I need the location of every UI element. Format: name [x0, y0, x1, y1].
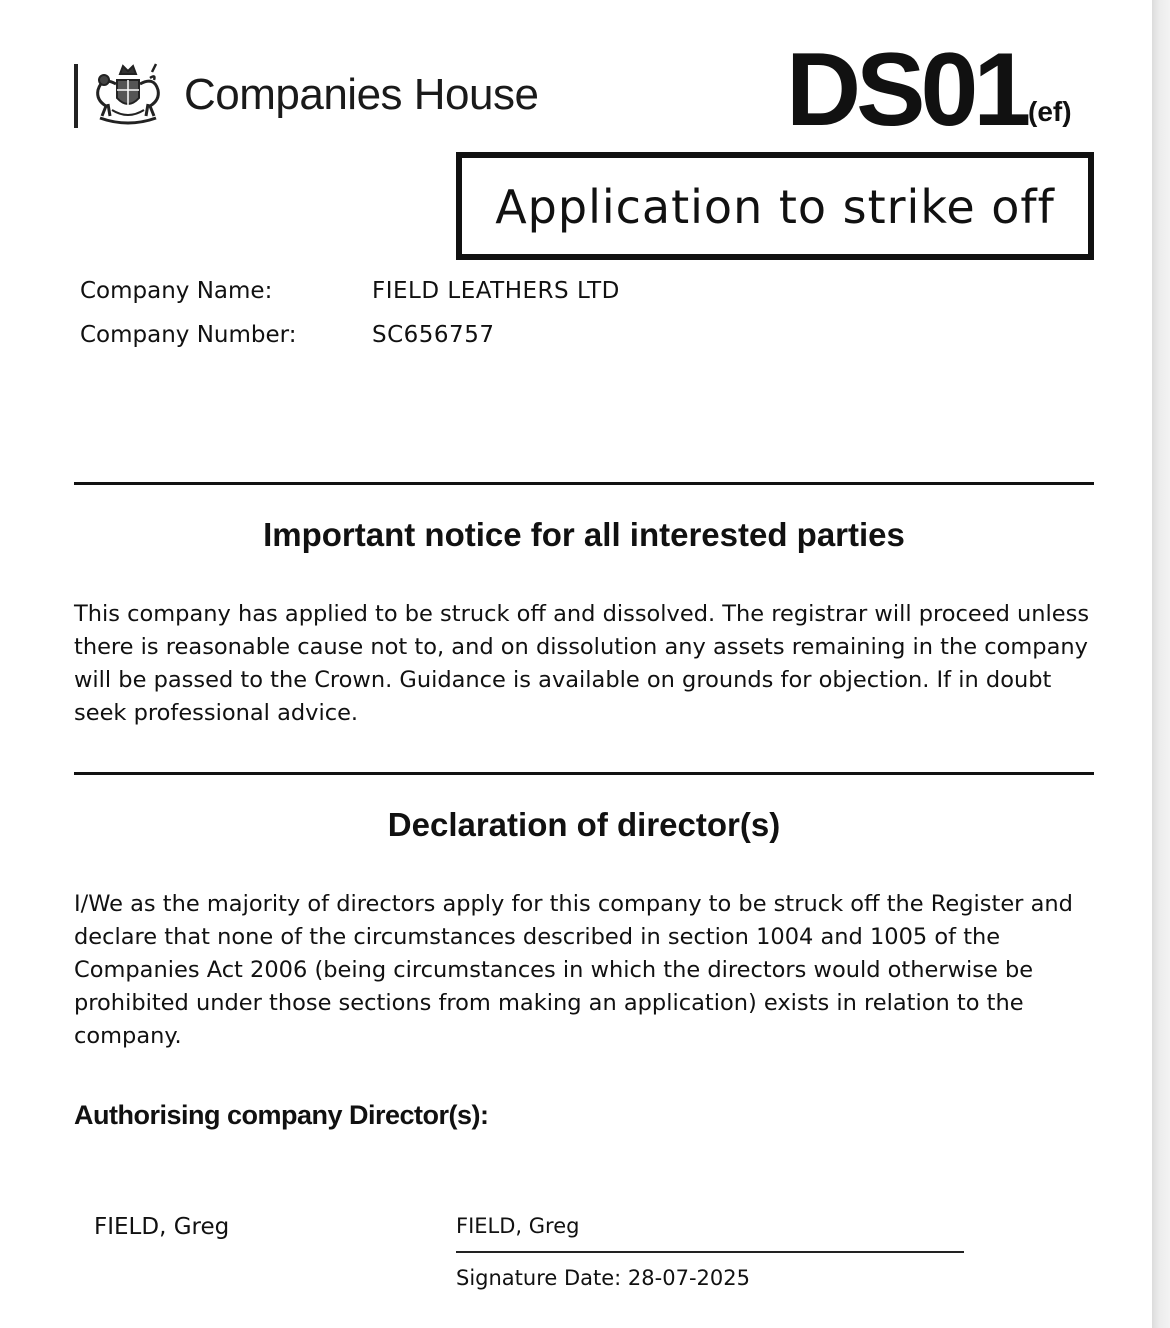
- notice-text: This company has applied to be struck off and dissolved. The registrar will proceed unless there is reasonable cause not to, and on dissolution any assets remaining in the company will be passed to the Crown. Guidance is available on grounds for objection. If in doubt seek professional advice.: [74, 601, 1090, 726]
- logo-divider: [74, 64, 78, 128]
- section-divider: [74, 482, 1094, 485]
- royal-coat-of-arms-icon: [90, 60, 166, 130]
- declaration-heading: Declaration of director(s): [387, 806, 781, 843]
- organisation-name: Companies House: [184, 70, 539, 119]
- director-name: FIELD, Greg: [94, 1214, 230, 1240]
- form-title: Application to strike off: [495, 180, 1055, 234]
- declaration-text: I/We as the majority of directors apply for this company to be struck off the Register and declare that none of the circumstances described in section 1004 and 1005 of the Companies Act 2006 (being circumstances in which the directors would otherwise be prohibited under those sections from making an application) exists in relation to the company.: [74, 891, 1073, 1049]
- company-number-value: SC656757: [372, 322, 495, 348]
- company-name-value: FIELD LEATHERS LTD: [372, 278, 620, 304]
- page-edge-shadow: [1152, 0, 1170, 1328]
- notice-heading: Important notice for all interested parties: [263, 516, 905, 553]
- section-divider: [74, 772, 1094, 775]
- signature-date: Signature Date: 28-07-2025: [456, 1266, 750, 1290]
- form-suffix: (ef): [1028, 96, 1072, 127]
- authorising-directors-heading: Authorising company Director(s):: [74, 1100, 489, 1130]
- form-code: DS01: [786, 32, 1027, 148]
- signature-line: [456, 1251, 964, 1253]
- signature-name: FIELD, Greg: [456, 1214, 580, 1238]
- company-name-label: Company Name:: [80, 278, 273, 304]
- company-number-label: Company Number:: [80, 322, 297, 348]
- form-title-box: [456, 152, 1094, 260]
